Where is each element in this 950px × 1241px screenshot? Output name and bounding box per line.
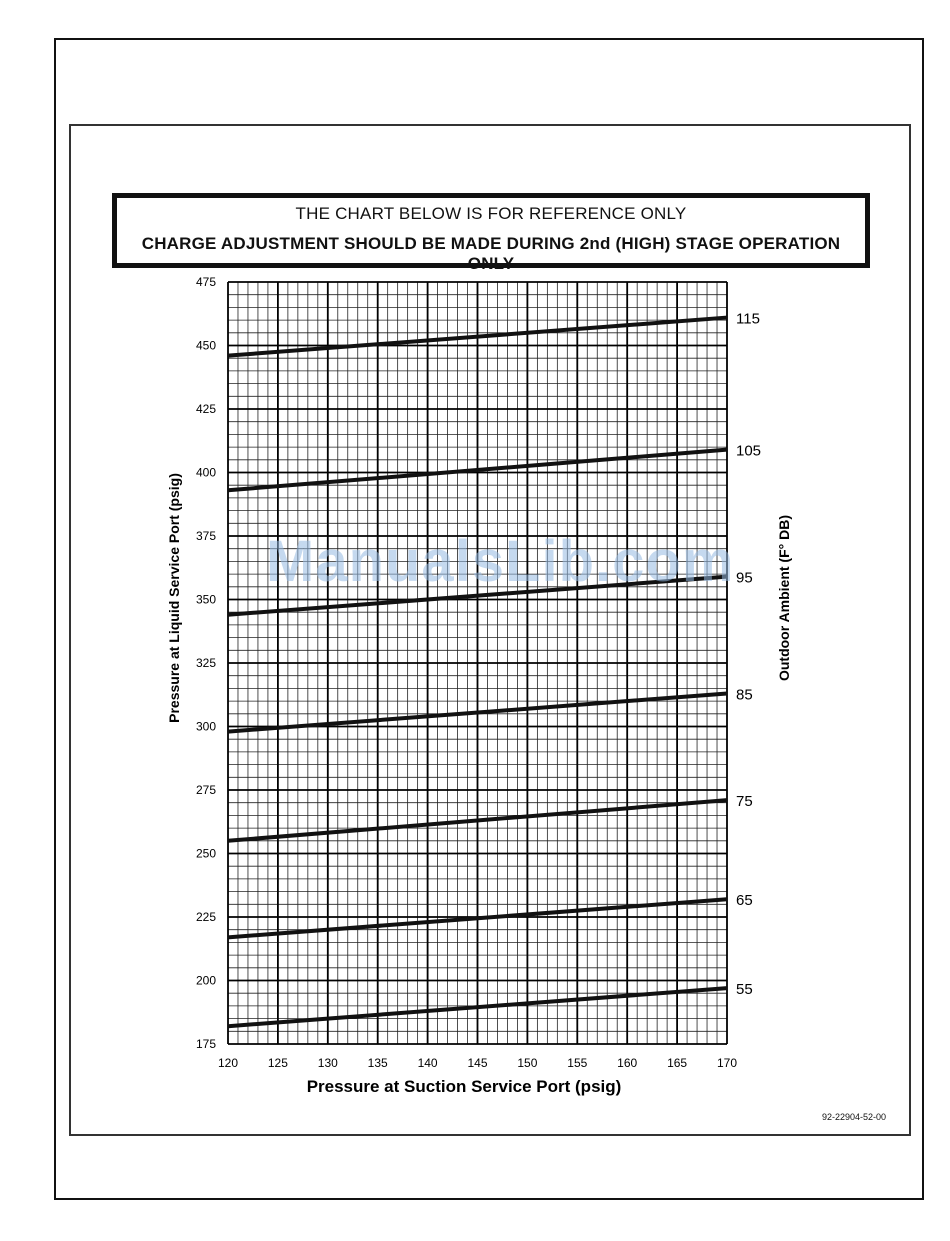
x-tick-label: 135 (367, 1056, 388, 1070)
x-tick-label: 130 (317, 1056, 338, 1070)
series-label-85: 85 (736, 686, 753, 704)
notice-reference-text: THE CHART BELOW IS FOR REFERENCE ONLY (295, 204, 687, 223)
x-tick-labels (218, 1056, 737, 1070)
x-tick-label: 145 (467, 1056, 488, 1070)
series-label-75: 75 (736, 793, 753, 811)
x-axis-label: Pressure at Suction Service Port (psig) (306, 1077, 622, 1096)
y-tick-label: 350 (195, 592, 216, 607)
y-tick-label: 250 (195, 846, 216, 861)
watermark: ManualsLib.com (266, 529, 735, 594)
y-tick-label: 400 (195, 465, 216, 480)
series-label-65: 65 (736, 892, 753, 910)
series-labels (736, 311, 761, 999)
x-tick-label: 165 (667, 1056, 688, 1070)
series-label-55: 55 (736, 981, 753, 999)
y-tick-label: 475 (195, 275, 216, 289)
y-axis-label: Pressure at Liquid Service Port (psig) (166, 473, 182, 723)
notice-charge-text: CHARGE ADJUSTMENT SHOULD BE MADE DURING 2nd (HIGH) STAGE OPERATION ONLY (141, 234, 841, 273)
x-tick-label: 170 (716, 1056, 738, 1070)
y-tick-label: 200 (195, 973, 216, 988)
x-tick-label: 155 (567, 1056, 588, 1070)
x-tick-label: 125 (267, 1056, 288, 1070)
x-tick-label: 150 (517, 1056, 538, 1070)
x-tick-label: 160 (617, 1056, 638, 1070)
series-label-95: 95 (736, 569, 753, 587)
y-tick-label: 225 (195, 910, 216, 924)
series-label-105: 105 (736, 442, 762, 460)
y-tick-label: 175 (195, 1037, 216, 1051)
x-tick-label: 120 (217, 1056, 239, 1070)
x-tick-label: 140 (417, 1056, 438, 1070)
y-tick-label: 375 (195, 529, 216, 543)
document-id: 92-22904-52-00 (821, 1112, 886, 1122)
y-tick-label: 275 (195, 783, 216, 797)
series-label-115: 115 (736, 310, 760, 328)
y-tick-label: 325 (195, 656, 216, 670)
y-tick-label: 425 (195, 402, 216, 416)
y-tick-label: 300 (195, 719, 216, 734)
y-tick-label: 450 (195, 338, 216, 353)
secondary-y-axis-label: Outdoor Ambient (F° DB) (776, 514, 792, 682)
y-tick-labels (196, 275, 216, 1051)
